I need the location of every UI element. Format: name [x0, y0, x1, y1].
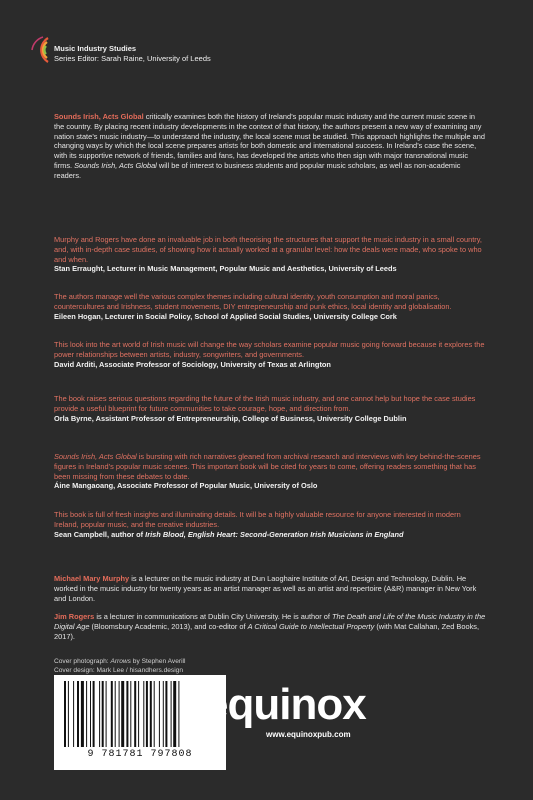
- endorsement-quote: [54, 452, 486, 481]
- endorsement-4: [54, 394, 486, 423]
- photo-credit-author: by Stephen Averill: [130, 658, 186, 665]
- author-name: Michael Mary Murphy: [54, 574, 130, 583]
- series-logo-icon: [26, 34, 52, 66]
- endorsement-attribution: [54, 530, 486, 540]
- book-description: [54, 112, 486, 181]
- design-credit: Cover design: Mark Lee / hisandhers.design: [54, 667, 184, 674]
- description-text-1: critically examines both the history of Ireland’s popular music industry and the current music scene in the country. By placing recent industry developments in the context of that history, the authors present a new way of examining any nation state’s music industry—to understand the industry, the local scene must be studied. This approach highlights the multiple and changing ways by which the local scene prepares artists for both domestic and international success. In Ireland’s case the scene, with its supportive network of friends, families and fans, has developed the artists who then sign with major transnational music firms.: [54, 112, 485, 170]
- endorsement-6: [54, 510, 486, 539]
- author-book-title: The Death and Life of the Music Industry in the Digital Age: [54, 612, 486, 631]
- series-title: Music Industry Studies: [54, 44, 137, 53]
- endorsement-attribution-book: Irish Blood, English Heart: Second-Generation Irish Musicians in England: [145, 529, 404, 539]
- author-bio-text: is a lecturer in communications at Dublin City University. He is author of: [94, 612, 332, 621]
- endorsement-quote-text: is bursting with rich narratives gleaned from archival research and interviews with key behind-the-scenes figures in Ireland’s popular music scenes. This important book will be cited for years to come, offering readers something that has been missing from these debates to date.: [54, 452, 481, 481]
- author-bio-rogers: [54, 612, 486, 641]
- description-italic-title: Sounds Irish, Acts Global: [74, 160, 157, 170]
- photo-credit: [54, 657, 185, 666]
- description-title: Sounds Irish, Acts Global: [54, 112, 144, 121]
- author-bio-murphy: [54, 574, 486, 603]
- author-bio-text: is a lecturer on the music industry at Dun Laoghaire Institute of Art, Design and Technology, Dublin. He worked in the music industry for twenty years as an artist manager as well as an artist and repertoire (A&R) manager in New York and London.: [54, 574, 477, 603]
- photo-credit-label: Cover photograph:: [54, 658, 111, 665]
- photo-credit-title: Arrows: [110, 658, 131, 665]
- barcode-icon: [62, 681, 218, 747]
- isbn-barcode: [54, 675, 226, 770]
- endorsement-attribution: Stan Erraught, Lecturer in Music Management, Popular Music and Aesthetics, University of Leeds: [54, 264, 397, 274]
- endorsement-5: [54, 452, 486, 491]
- description-text-2: will be of interest to business students and popular music scholars, as well as non-academic readers.: [54, 160, 461, 180]
- cover-credits: [54, 657, 185, 675]
- endorsement-attribution: Eileen Hogan, Lecturer in Social Policy, School of Applied Social Studies, University College Cork: [54, 311, 397, 321]
- endorsement-italic-title: Sounds Irish, Acts Global: [54, 452, 137, 461]
- endorsement-quote: This book is full of fresh insights and illuminating details. It will be a highly valuable resource for anyone interested in modern Ireland, popular music, and the creative industries.: [54, 510, 461, 529]
- author-bio-text: (Bloomsbury Academic, 2013), and co-editor of: [89, 621, 248, 631]
- publisher-url: www.equinoxpub.com: [266, 730, 351, 739]
- endorsement-2: [54, 292, 486, 321]
- author-book-title: A Critical Guide to Intellectual Property: [247, 621, 375, 631]
- endorsement-3: [54, 340, 486, 369]
- endorsement-quote: The authors manage well the various complex themes including cultural identity, youth consumption and moral panics, countercultures and Irishness, student movements, DIY entrepreneurship and punk ethics, local identity and globalisation.: [54, 292, 452, 311]
- endorsement-attribution: Orla Byrne, Assistant Professor of Entrepreneurship, College of Business, University College Dublin: [54, 413, 407, 423]
- endorsement-attribution-text: Sean Campbell, author of: [54, 529, 146, 539]
- endorsement-quote: The book raises serious questions regarding the future of the Irish music industry, and one cannot help but hope the case studies provide a useful blueprint for future communities to take courage, hope, and direction from.: [54, 394, 476, 413]
- series-editor: Series Editor: Sarah Raine, University of Leeds: [54, 54, 211, 63]
- endorsement-quote: This look into the art world of Irish music will change the way scholars examine popular music going forward because it explores the power relationships between artists, industry, songwriters, and governments.: [54, 340, 485, 359]
- author-bio-text: (with Mat Callahan, Zed Books, 2017).: [54, 621, 480, 641]
- publisher-logo: [204, 680, 434, 750]
- endorsement-attribution: David Arditi, Associate Professor of Sociology, University of Texas at Arlington: [54, 359, 331, 369]
- isbn-number: 9 781781 797808: [87, 749, 193, 760]
- endorsement-quote: Murphy and Rogers have done an invaluable job in both theorising the structures that support the music industry in a small country, and, with in-depth case studies, of showing how it actually worked at a granular level: how the deals were made, who spoke to who and when.: [54, 235, 482, 264]
- series-text: [54, 44, 211, 64]
- endorsement-1: [54, 235, 486, 274]
- publisher-name: equinox: [204, 680, 366, 729]
- endorsement-attribution: Áine Mangaoang, Associate Professor of Popular Music, University of Oslo: [54, 481, 318, 491]
- author-name: Jim Rogers: [54, 612, 95, 621]
